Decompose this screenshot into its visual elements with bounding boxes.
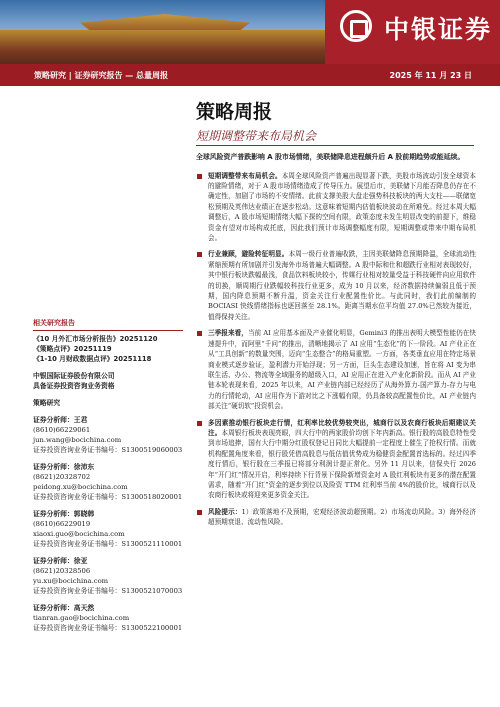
bullet-lead: 短期调整带来布局机会。 [208, 171, 282, 180]
analyst-cert: 证券投资咨询业务证书编号：S1300521110001 [33, 540, 183, 548]
related-report-link[interactable]: 《策略点评》20251119 [33, 345, 112, 353]
analyst-name: 证券分析师：徐亚 [33, 557, 88, 565]
related-reports-heading: 相关研究报告 [33, 319, 75, 327]
bullet-lead: 风险提示： [208, 507, 242, 516]
analyst-email[interactable]: peidong.xu@bocichina.com [33, 483, 128, 491]
analyst-email[interactable]: xiaoxi.guo@bocichina.com [33, 530, 125, 538]
analyst-phone: (8610)66229019 [33, 520, 91, 528]
report-category: 策略研究 | 证券研究报告 — 总量周报 [34, 71, 169, 80]
analyst-email[interactable]: yu.xu@bocichina.com [33, 577, 109, 585]
analyst-cert: 证券投资咨询业务证书编号：S1300522100001 [33, 624, 183, 632]
analyst-email[interactable]: tianran.gao@bocichina.com [33, 614, 130, 622]
analyst-block [33, 556, 183, 596]
report-category-bar [0, 64, 500, 86]
bullet-text: 本周一级行业普遍收跌，主因美联储降息预期降温，全球流动性紧缩预期有所加剧并引发海外市场普遍大幅调整。A 股中际和仕和超跌行业相对表现较好，其中银行板块跌幅最浅，食品饮料板块较小，传媒行业相对较量受益于科技硬件向应用软件的切换，顺周期行业跌幅较科技行业更多，成为 10 月以来，经济数据持续偏弱且低于预期，国内降息预期不断升温，资金关注行业配置性价比。与此同时，我们此前编制的 BOCIASI 快线情绪指标也逐回落至 28.1%。距离当期水位平均值 27.0%已然较为接近，值得保持关注。 [208, 250, 477, 321]
report-date: 2025 年 11 月 23 日 [389, 71, 472, 80]
bullet-point [196, 418, 476, 501]
analyst-phone: (8621)20328506 [33, 567, 91, 575]
report-body [196, 152, 476, 534]
related-report-link[interactable]: 《1-10 月财政数据点评》20251118 [33, 355, 152, 363]
bullet-lead: 三季报来看， [208, 329, 248, 338]
analyst-block [33, 415, 183, 455]
company-qualification: 具备证券投资咨询业务资格 [33, 382, 115, 390]
boc-logo-icon [340, 10, 372, 42]
page-title: 策略周报 [196, 101, 273, 123]
analyst-cert: 证券投资咨询业务证书编号：S1300519060003 [33, 446, 183, 454]
analyst-block [33, 462, 183, 502]
header-banner [0, 0, 500, 64]
analyst-name: 证券分析师：王君 [33, 416, 88, 424]
related-report-link[interactable]: 《10 月外汇市场分析报告》20251120 [33, 335, 158, 343]
bullet-text: 本周银行板块表现亮眼，四大行中的两家股价均创下年内新高。银行股的高股息特性受到市场追捧，国有大行中期分红股权登记日同比大幅提前一定程度上催生了抢权行情。而就机构配置角度来看，银行股凭借高股息与低估值优势成为稳健资金配置首选标的。经过四季度行情后，银行股在三季报已将部分利润计提正常化。另外 11 月以来，信保央行 2026 年“开门红”情况开启，利率持续下行背景下保险新增资金对 A 股红利板块有更多的潜在配置需求，随着“开门红”资金的逐步到位以及险资 TTM 红利率当前 4%的股价比，城商行以及农商行板块或将迎来更多资金关注。 [208, 428, 476, 500]
title-divider [196, 145, 474, 146]
analyst-cert: 证券投资咨询业务证书编号：S1300521070003 [33, 587, 183, 595]
analyst-name: 证券分析师：郭晓韩 [33, 510, 95, 518]
analyst-cert: 证券投资咨询业务证书编号：S1300518020001 [33, 493, 183, 501]
bullet-text: 本周全球风险资产普遍出现显著下跌，美股市场波动引发全球资本的避险情绪，对于 A 股市场情绪造成了传导压力。展望后市，美联储下月能否降息仍存在不确定性，加剧了市场的不安情绪。此前支撑美股大盘走强势科技板块的两大支柱——联储宽松预期及英伟达业绩正在逐步松动。这意味着短期内估值板块波动在所难免。经过本周大幅调整后，A 股市场短期情绪大幅下探的空间有限，政策态度未发生明显改变的前提下，维稳资金有望对市场构成托底，因此我们预计市场调整幅度有限，短期调整或带来中期布局机会。 [208, 171, 477, 243]
company-name: 中银国际证券股份有限公司 [33, 372, 115, 380]
analyst-email[interactable]: jun.wang@bocichina.com [33, 436, 122, 444]
bullet-point [196, 507, 476, 528]
analyst-name: 证券分析师：高天然 [33, 604, 95, 612]
page-subtitle: 短期调整带来布局机会 [196, 129, 317, 143]
bullet-lead: 多因素推动银行板块走行情，红利率比较优势较突出，城商行以及农商行板块后期建议关注。 [208, 418, 476, 437]
bullet-point [196, 171, 476, 244]
analyst-name: 证券分析师：徐沛东 [33, 463, 95, 471]
analyst-phone: (8621)20328702 [33, 473, 91, 481]
divider [33, 330, 183, 331]
banner-buildings [0, 30, 330, 64]
brand-name: 中银证券 [384, 15, 493, 44]
bullet-text: 当前 AI 应用基本面及产业催化明显，Gemini3 的推出表明大模型性能仍在快速提升中，而阿里“千问”的推出，清晰地揭示了 AI 应用“生态化”的下一阶段。AI 产业正在从“工具创新”的数量突围，迈向“生态整合”的格局重塑。一方面，各类垂直应用在特定场景商业模式逐步验证，盈利潜力开始浮现；另一方面，巨头生态建设加速，旨在将 AI 变为串联生活、办公、物流等全域服务的超级入口，AI 应用正在进入产业化新阶段。而从 AI 产业链本轮表现来看，2025 年以来，AI 产业链内部已经经历了从海外算力-国产算力-存力与电力的行情轮动，AI 应用作为下游对比之下涨幅有限，仍具备较高配置性价比，AI 产业链内部关注“硬切软”投资机会。 [208, 329, 476, 411]
department: 策略研究 [33, 399, 61, 407]
summary: 全球风险资产普跌影响 A 股市场情绪，美联储降息进程颇升后 A 股前期趋势或能延续。 [196, 153, 465, 161]
analyst-phone: (8610)66229061 [33, 426, 91, 434]
bullet-lead: 行业兼顾，避险转征明显。 [208, 250, 289, 259]
bullet-point [196, 249, 476, 322]
analyst-block [33, 603, 183, 633]
bullet-text: 1）政策落地不及预期，宏观经济波动超预期。2）市场流动风险。3）海外经济超预期衰退、流动性风险。 [208, 507, 476, 527]
analyst-block [33, 509, 183, 549]
sidebar-info [33, 318, 183, 633]
bullet-point [196, 328, 476, 411]
